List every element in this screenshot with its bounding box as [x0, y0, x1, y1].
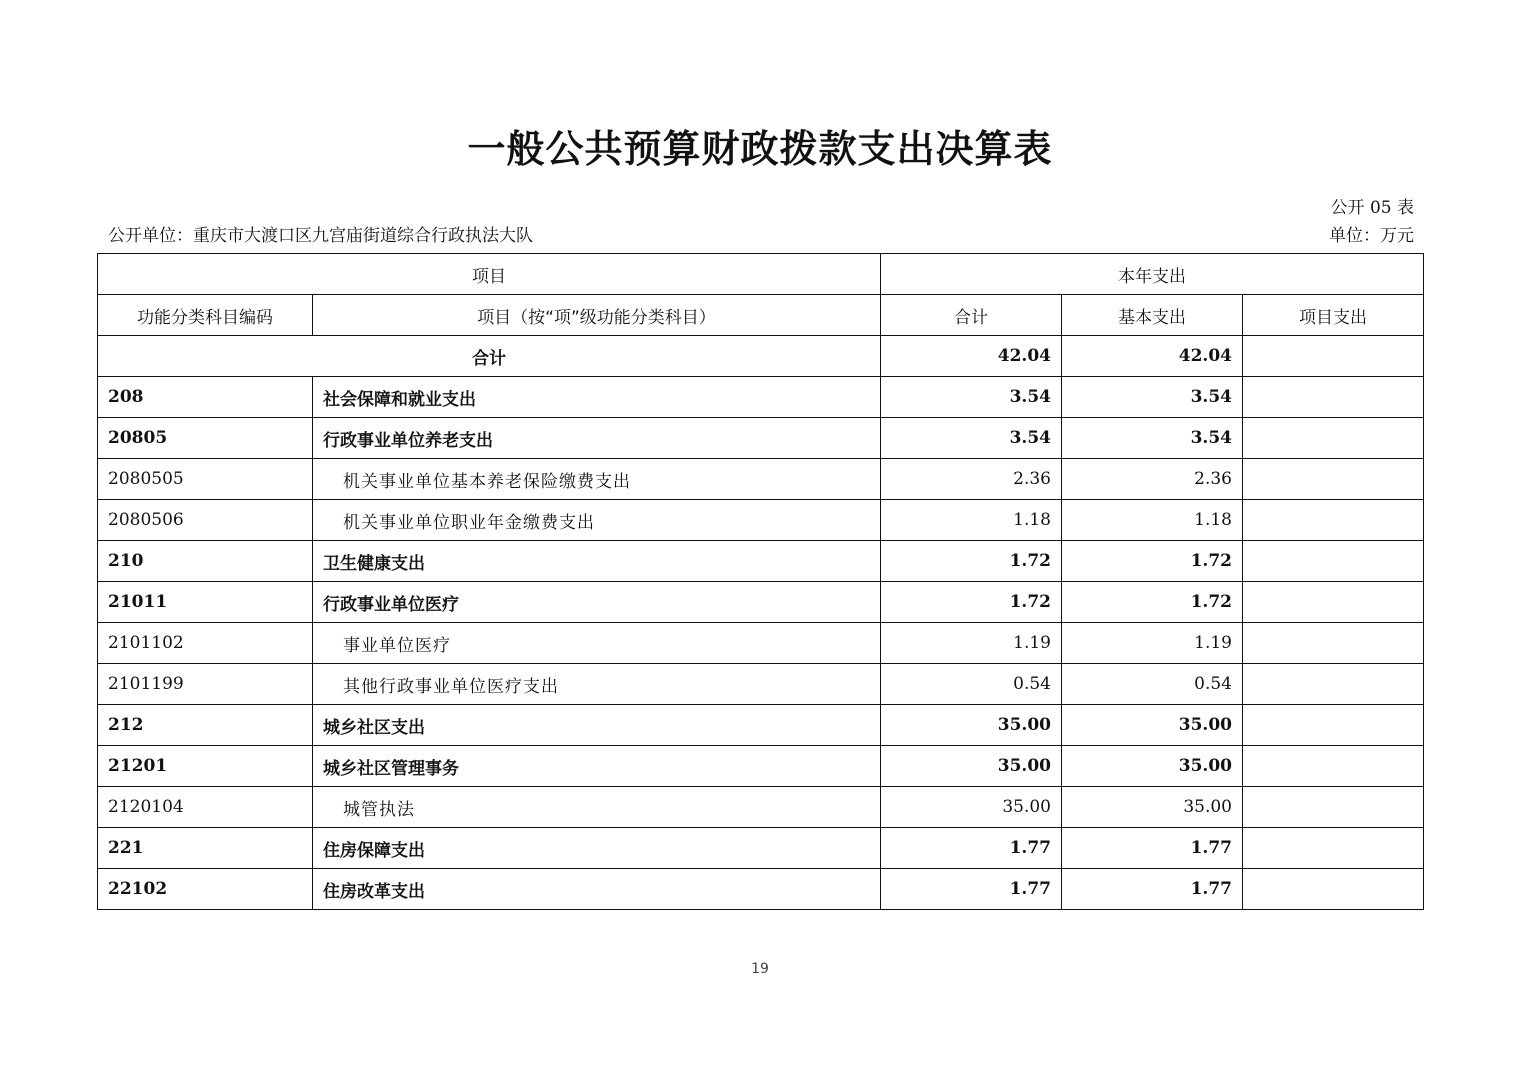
row-total-cell: 35.00 [881, 787, 1062, 828]
row-total-cell: 1.19 [881, 623, 1062, 664]
row-project-cell [1243, 705, 1424, 746]
row-project-cell [1243, 869, 1424, 910]
row-basic-cell: 1.77 [1062, 869, 1243, 910]
row-name-cell: 住房改革支出 [313, 869, 881, 910]
row-code-cell: 221 [98, 828, 313, 869]
row-code-cell: 21011 [98, 582, 313, 623]
table-code-label: 公开 05 表 [1330, 198, 1414, 218]
table-row [98, 582, 1424, 623]
row-basic-cell: 35.00 [1062, 705, 1243, 746]
page-title: 一般公共预算财政拨款支出决算表 [467, 127, 1053, 171]
row-basic-cell: 2.36 [1062, 459, 1243, 500]
header-row-1 [98, 254, 1424, 295]
row-code-cell: 2101102 [98, 623, 313, 664]
row-total-cell: 0.54 [881, 664, 1062, 705]
row-total-cell: 1.77 [881, 828, 1062, 869]
table-row [98, 746, 1424, 787]
row-code-cell: 2101199 [98, 664, 313, 705]
row-project-cell [1243, 828, 1424, 869]
reporting-unit-label: 公开单位：重庆市大渡口区九宫庙街道综合行政执法大队 [108, 226, 533, 246]
budget-expenditure-table [97, 253, 1424, 910]
row-code-cell: 2080506 [98, 500, 313, 541]
header-basic: 基本支出 [1062, 295, 1243, 336]
row-project-cell [1243, 500, 1424, 541]
row-code-cell: 210 [98, 541, 313, 582]
table-row [98, 623, 1424, 664]
row-basic-cell: 1.18 [1062, 500, 1243, 541]
table-row [98, 418, 1424, 459]
row-total-cell: 1.18 [881, 500, 1062, 541]
row-project-cell [1243, 541, 1424, 582]
row-name-cell: 行政事业单位医疗 [313, 582, 881, 623]
table-row [98, 541, 1424, 582]
row-project-cell [1243, 582, 1424, 623]
row-name-cell: 住房保障支出 [313, 828, 881, 869]
row-project-cell [1243, 623, 1424, 664]
row-code-cell: 22102 [98, 869, 313, 910]
row-basic-cell: 1.77 [1062, 828, 1243, 869]
row-name-cell: 机关事业单位职业年金缴费支出 [313, 500, 881, 541]
row-project-cell [1243, 459, 1424, 500]
table-row [98, 500, 1424, 541]
money-unit-label: 单位：万元 [1329, 226, 1414, 246]
row-code-cell: 2080505 [98, 459, 313, 500]
header-current-year: 本年支出 [881, 254, 1424, 295]
row-project-cell [1243, 664, 1424, 705]
row-basic-cell: 1.72 [1062, 541, 1243, 582]
row-name-cell: 其他行政事业单位医疗支出 [313, 664, 881, 705]
row-basic-cell: 3.54 [1062, 418, 1243, 459]
row-name-cell: 卫生健康支出 [313, 541, 881, 582]
table-row [98, 828, 1424, 869]
row-basic-cell: 0.54 [1062, 664, 1243, 705]
row-name-cell: 城乡社区管理事务 [313, 746, 881, 787]
total-row-project [1243, 336, 1424, 377]
row-basic-cell: 1.19 [1062, 623, 1243, 664]
header-item: 项目 [98, 254, 881, 295]
row-total-cell: 35.00 [881, 705, 1062, 746]
row-name-cell: 城管执法 [313, 787, 881, 828]
row-name-cell: 社会保障和就业支出 [313, 377, 881, 418]
total-row-label: 合计 [98, 336, 881, 377]
header-name: 项目（按“项”级功能分类科目） [313, 295, 881, 336]
row-code-cell: 208 [98, 377, 313, 418]
table-row [98, 705, 1424, 746]
row-basic-cell: 1.72 [1062, 582, 1243, 623]
row-basic-cell: 3.54 [1062, 377, 1243, 418]
row-total-cell: 1.77 [881, 869, 1062, 910]
page-number: 19 [751, 961, 769, 977]
row-code-cell: 21201 [98, 746, 313, 787]
header-row-2 [98, 295, 1424, 336]
row-code-cell: 2120104 [98, 787, 313, 828]
row-name-cell: 行政事业单位养老支出 [313, 418, 881, 459]
row-name-cell: 事业单位医疗 [313, 623, 881, 664]
header-code: 功能分类科目编码 [98, 295, 313, 336]
row-total-cell: 3.54 [881, 418, 1062, 459]
row-total-cell: 3.54 [881, 377, 1062, 418]
row-total-cell: 1.72 [881, 541, 1062, 582]
table-row [98, 377, 1424, 418]
header-total: 合计 [881, 295, 1062, 336]
row-name-cell: 机关事业单位基本养老保险缴费支出 [313, 459, 881, 500]
row-project-cell [1243, 746, 1424, 787]
row-code-cell: 20805 [98, 418, 313, 459]
row-project-cell [1243, 377, 1424, 418]
row-basic-cell: 35.00 [1062, 746, 1243, 787]
row-basic-cell: 35.00 [1062, 787, 1243, 828]
total-row-total: 42.04 [881, 336, 1062, 377]
row-name-cell: 城乡社区支出 [313, 705, 881, 746]
total-row [98, 336, 1424, 377]
row-total-cell: 35.00 [881, 746, 1062, 787]
row-total-cell: 1.72 [881, 582, 1062, 623]
row-project-cell [1243, 787, 1424, 828]
header-project: 项目支出 [1243, 295, 1424, 336]
table-row [98, 869, 1424, 910]
total-row-basic: 42.04 [1062, 336, 1243, 377]
table-row [98, 787, 1424, 828]
table-row [98, 459, 1424, 500]
row-project-cell [1243, 418, 1424, 459]
row-total-cell: 2.36 [881, 459, 1062, 500]
row-code-cell: 212 [98, 705, 313, 746]
table-row [98, 664, 1424, 705]
